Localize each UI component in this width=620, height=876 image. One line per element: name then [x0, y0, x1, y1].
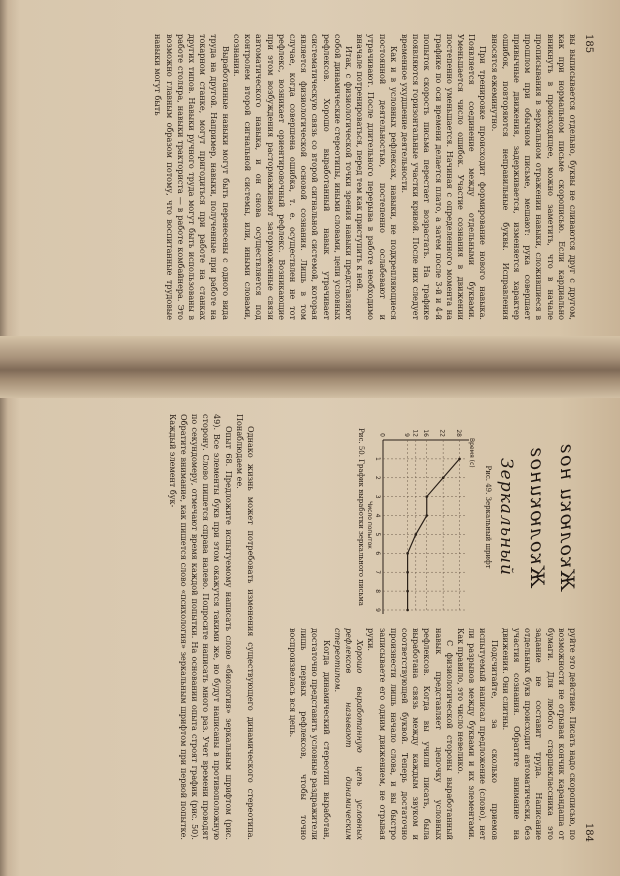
learning-curve-chart [365, 414, 475, 620]
paragraph: Однако жизнь может потребовать изменения существующего динамического стереотипа. Понаблюдаем ее. [234, 414, 256, 840]
y-tick-label: 12 [411, 429, 419, 437]
y-tick-label: 28 [455, 429, 463, 437]
data-point [425, 495, 428, 498]
x-tick-label: 3 [374, 494, 381, 499]
paragraph: С физиологической стороны выработанный навык представляет цепочку условных рефлексов. Когда вы учили писать, была выработана связь между каждым звуком и соответствующей буквой. Теперь достаточно произнести лишь начало слова, и вы быстро записываете его одним движением, не отрывая руки. [366, 628, 455, 840]
book-spine [0, 336, 620, 398]
data-point [442, 476, 445, 479]
mirror-handwriting-2: Жколюкиног [526, 446, 548, 588]
data-point [406, 590, 409, 593]
data-point [458, 458, 461, 461]
right-column-text [287, 628, 578, 840]
x-tick-label: 5 [374, 532, 381, 537]
page-185 [34, 34, 594, 326]
data-point [415, 533, 418, 536]
x-tick-label: 2 [374, 475, 381, 480]
mirror-handwriting-1: Жколюки ног [556, 443, 578, 591]
paragraph: Итак, с физиологической точки зрения навыки представляют собой динамические стереотипы, иными словами, цепи условных рефлексов. Хорошо выработанный навык утрачивает систематическую связь со второй сигнальной системой, которая является физиологической основой сознания. Лишь в том случае, когда совершена ошибка, т. е. осуществлен не тот рефлекс, возникает ориентировочный рефлекс. Возникающие при этом возбуждения растормаживают заторможенные связи автоматического навыка, и он снова осуществляется под контролем второй сигнальной системы, или, иными словами, сознания. [231, 34, 354, 320]
data-point [425, 514, 428, 517]
bottom-text [166, 414, 256, 840]
figures-column [356, 414, 578, 620]
x-tick-label: 8 [374, 589, 381, 594]
paragraph: Опыт 68. Предложите испытуемому написать слово «биология» зеркальным шрифтом (рис. 49). Все элементы букв при этом окажутся такими же, но будут написаны в противоположную сторону. Слово пишется справа налево. Попросите написать много раз. Учет времени проводят по секундомеру, отмечают время каждой попытки. На основании опыта строят график (рис. 50). Обратите внимание, как пишется слово «психология» зеркальным шрифтом при первой попытке. Каждый элемент бук- [167, 414, 234, 840]
page-185-text [152, 34, 578, 320]
x-axis-label: Число попыток [366, 501, 373, 549]
x-tick-label: 6 [374, 551, 381, 556]
paragraph: Подсчитайте, за сколько приемов испытуемый написал предложение (слово), нет ли разрывов между буквами и их элементами. Как правило, это число невелико. [455, 628, 500, 840]
paragraph: руйте это действие. Писать надо скорописью, по возможности не отрывая кончик карандаша от бумаги. Для любого старшеклассника это задание не составит труда. Написание отдельных букв происходит автоматически, без участия сознания. Обратите внимание на движения. Они слитны. [500, 628, 578, 840]
page-184 [34, 414, 594, 842]
data-point [406, 571, 409, 574]
paragraph: Как и в условных рефлексах, навыки, не подкрепляющиеся постоянной деятельностью, постепенно ослабевают и утрачивают. После длительного перерыва в работе необходимо вначале потренироваться, перед тем как приступить к ней. [355, 34, 399, 320]
page-number-185: 185 [583, 34, 594, 54]
figure-50-caption: Рис. 50. График выработки зеркального письма [357, 428, 365, 606]
x-tick-label: 4 [374, 513, 381, 518]
data-point [406, 609, 409, 612]
paragraph: Выработанные навыки могут быть перенесены с одного вида труда на другой. Например, навыки, полученные при работе на токарном станке, могут пригодиться при работе на станках других типов. Навыки ручного труда могут быть использованы в работе столяра, навыки тракториста — в работе комбайнера. Это возможно главным образом потому, что воспитанные трудовые навыки могут быть [153, 34, 231, 320]
figure-49-caption: Рис. 49. Зеркальный шрифт [484, 465, 492, 569]
paragraph: Когда динамический стереотип выработан, достаточно представить условные раздражители лишь первых рефлексов, чтобы точно воспроизвелась вся цепь. [287, 628, 332, 840]
paragraph: вы выписывается отдельно, буквы не сливаются друг с другом, как при нормальном письме скорописью. Если кардиально вникнуть в происходящее, можно заметить, что в начале прописывания в зеркальном отражении навыки, сложившиеся в прошлом при обычном письме, мешают: рука совершает привычные движения, задерживается, изменяется характер ошибок, повторяются неправильные буквы. Исправления вносятся ежеминутно. [489, 34, 578, 320]
x-tick-label: 7 [374, 570, 381, 575]
data-point [406, 552, 409, 555]
y-tick-label: 22 [438, 429, 446, 437]
paragraph: При тренировке происходит формирование нового навыка. Появляется соединение между отдельными буквами. Уменьшается число ошибок. Участие сознания в движении постепенно уменьшается. Начиная с определенного момента на графике по оси времени делается плато, а затем после 3-й и 4-й попыток скорость письма перестает возрастать. На графике появляются горизонтальные участки кривой. После них следует временное ухудшение деятельности. [399, 34, 489, 320]
x-tick-label: 1 [374, 456, 381, 461]
page-number-184: 184 [583, 822, 594, 842]
mirror-handwriting-sample: Зеркальный [496, 458, 516, 576]
y-tick-label: 0 [378, 433, 386, 437]
y-tick-label: 9 [403, 433, 411, 437]
paragraph: Хорошо выработанную цепь условных рефлексов называют динамическим стереотипом. [332, 628, 366, 840]
y-tick-label: 16 [422, 429, 430, 437]
x-tick-label: 9 [374, 608, 381, 612]
y-axis-label: Время (с) [468, 438, 475, 468]
